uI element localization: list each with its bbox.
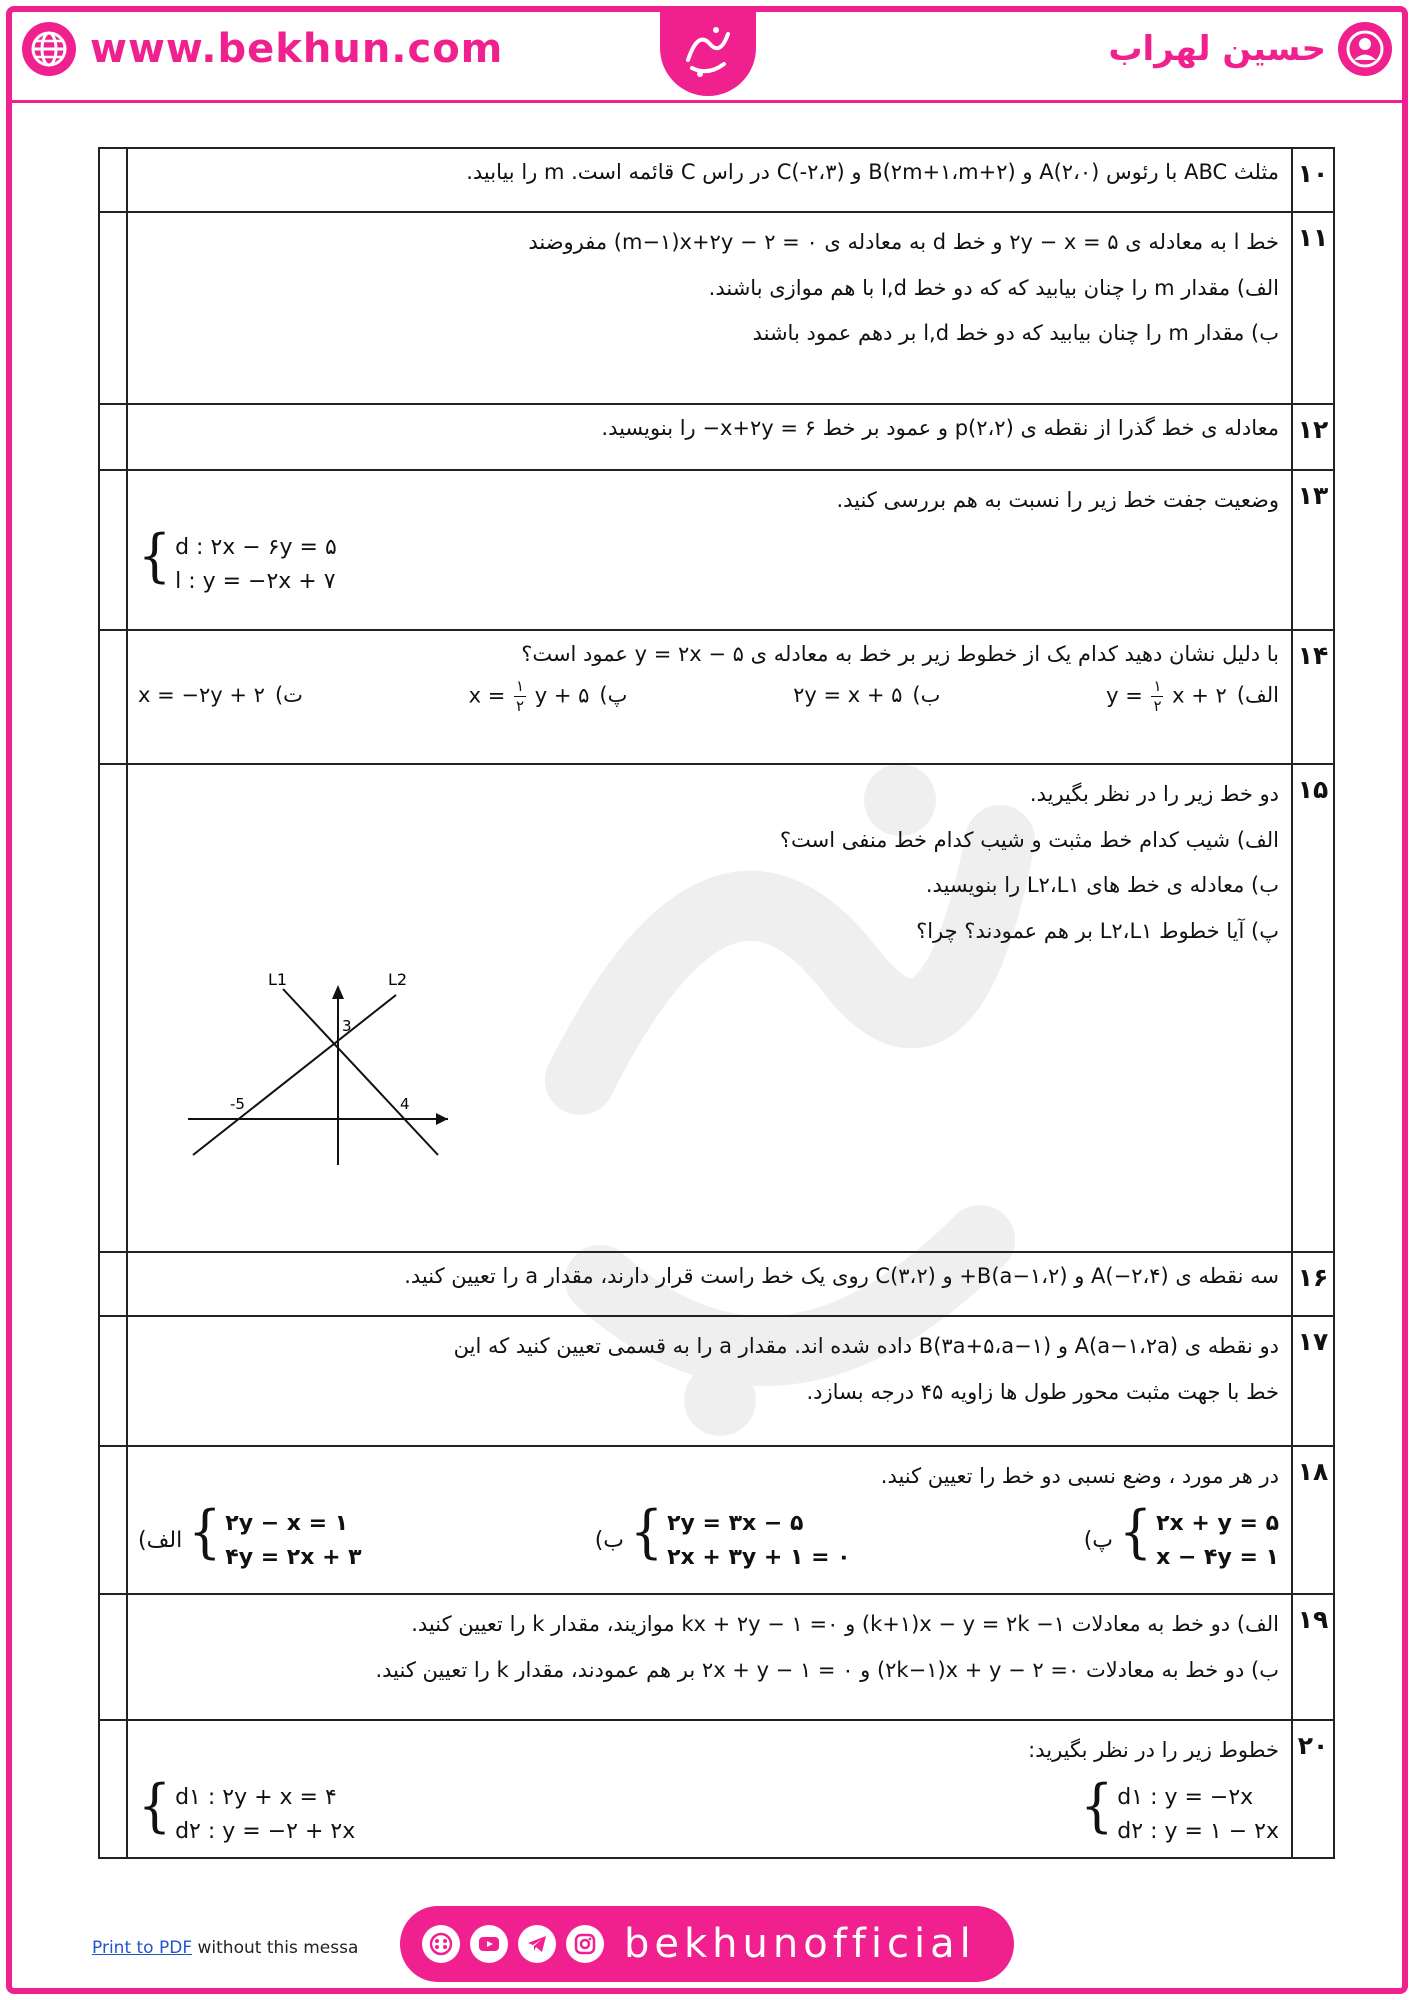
question-content — [127, 470, 1292, 630]
question-number: ۱۰ — [1292, 148, 1334, 212]
question-part-b: ب) مقدار m را چنان بیابید که دو خط l,d بر دهم عمود باشند — [752, 321, 1279, 345]
equation-system: { d : ۲x − ۶y = ۵ l : y = −۲x + ۷ — [138, 531, 337, 599]
question-content — [127, 1594, 1292, 1720]
question-row — [99, 1316, 1334, 1446]
line-l2 — [193, 995, 396, 1155]
instagram-icon[interactable] — [566, 1925, 604, 1963]
score-cell — [99, 764, 127, 1252]
question-text: سه نقطه ی (۲،۴−)A و (۱،۲−B(a+ و (۳،۲)C روی یک خط راست قرار دارند، مقدار a را تعیین کنید. — [404, 1264, 1279, 1288]
page-footer — [0, 1890, 1414, 1994]
equation-system-left: { d۱ : ۲y + x = ۴ d۲ : y = −۲ + ۲x — [138, 1772, 356, 1844]
question-row — [99, 212, 1334, 404]
print-notice: Print to PDF without this messa — [92, 1938, 359, 1958]
question-part-b: ب) معادله ی خط های L۲،L۱ را بنویسید. — [925, 873, 1279, 897]
question-content — [127, 1252, 1292, 1316]
question-part-a: الف) دو خط به معادلات ۱− k+۱)x − y = ۲k) و ۰= kx + ۲y − ۱ موازیند، مقدار k را تعیین کنید. — [411, 1612, 1279, 1636]
equation-system-b: (ب { ۲y = ۳x − ۵ ۲x + ۳y + ۱ = ۰ — [594, 1498, 851, 1570]
question-content — [127, 1446, 1292, 1594]
question-number: ۱۱ — [1292, 212, 1334, 404]
question-number: ۱۳ — [1292, 470, 1334, 630]
header-divider — [12, 100, 1402, 103]
score-cell — [99, 470, 127, 630]
user-icon — [1338, 22, 1392, 76]
line-l1 — [283, 989, 438, 1155]
question-row — [99, 148, 1334, 212]
questions-table — [98, 147, 1335, 1859]
equation-system-right: { d۱ : y = −۲x d۲ : y = ۱ − ۲x — [1080, 1772, 1279, 1844]
question-number: ۱۴ — [1292, 630, 1334, 764]
question-row — [99, 404, 1334, 470]
equation-system-c: (پ { ۲x + y = ۵ x − ۴y = ۱ — [1083, 1498, 1279, 1570]
label-l2: L2 — [388, 970, 408, 989]
author-block — [1108, 22, 1392, 76]
brand-logo — [660, 8, 756, 96]
telegram-icon[interactable] — [518, 1925, 556, 1963]
line-graph — [138, 969, 1279, 1179]
question-intro: خط l به معادله ی ۵ = ۲y − x و خط d به معادله ی ۰ = ۲ − m−۱)x+۲y) مفروضند — [528, 230, 1279, 254]
site-link[interactable] — [22, 22, 503, 76]
question-number: ۱۲ — [1292, 404, 1334, 470]
question-content — [127, 1720, 1292, 1858]
option-b: ب) ۲y = x + ۵ — [793, 683, 941, 708]
question-row — [99, 764, 1334, 1252]
page-header — [0, 0, 1414, 100]
question-content — [127, 630, 1292, 764]
question-text: وضعیت جفت خط زیر را نسبت به هم بررسی کنید. — [836, 488, 1279, 512]
options-row — [138, 671, 1279, 720]
label-pos-intercept: 4 — [400, 1095, 410, 1113]
question-content — [127, 404, 1292, 470]
question-part-b: ب) دو خط به معادلات ۰= ۲k−۱)x + y − ۲) و ۰ = ۲x + y − ۱ بر هم عمودند، مقدار k را تعیین کنید. — [375, 1657, 1279, 1682]
question-row — [99, 470, 1334, 630]
question-row — [99, 1446, 1334, 1594]
fraction: $\frac{۱}{۲}$ — [516, 676, 525, 715]
question-text: در هر مورد ، وضع نسبی دو خط را تعیین کنید. — [880, 1464, 1279, 1488]
question-text: خطوط زیر را در نظر بگیرید: — [1028, 1738, 1279, 1762]
score-cell — [99, 1316, 127, 1446]
question-part-a: الف) شیب کدام خط مثبت و شیب کدام خط منفی است؟ — [779, 827, 1279, 852]
question-number: ۱۷ — [1292, 1316, 1334, 1446]
question-content — [127, 212, 1292, 404]
globe-icon — [22, 22, 76, 76]
question-number: ۱۶ — [1292, 1252, 1334, 1316]
youtube-icon[interactable] — [470, 1925, 508, 1963]
option-d: ت) x = −۲y + ۲ — [138, 683, 303, 708]
score-cell — [99, 1252, 127, 1316]
aparat-icon[interactable] — [422, 1925, 460, 1963]
question-row — [99, 1594, 1334, 1720]
option-c: پ) x = $\frac{۱}{۲}$ y + ۵ — [468, 676, 628, 715]
score-cell — [99, 1720, 127, 1858]
question-part-c: پ) آیا خطوط L۲،L۱ بر هم عمودند؟ چرا؟ — [916, 918, 1279, 943]
label-y-intercept: 3 — [342, 1017, 352, 1035]
question-row — [99, 630, 1334, 764]
option-a: الف) y = $\frac{۱}{۲}$ x + ۲ — [1106, 676, 1279, 715]
social-bar — [400, 1906, 1014, 1982]
question-row — [99, 1252, 1334, 1316]
question-content — [127, 1316, 1292, 1446]
question-text: مثلث ABC با رئوس (۲،۰)A و (۲+B(۲m+۱،m و (۲،۳-)C در راس C قائمه است. m را بیابید. — [466, 160, 1279, 184]
score-cell — [99, 212, 127, 404]
label-l1: L1 — [268, 970, 288, 989]
question-number: ۱۹ — [1292, 1594, 1334, 1720]
score-cell — [99, 1594, 127, 1720]
score-cell — [99, 404, 127, 470]
question-content — [127, 148, 1292, 212]
score-cell — [99, 1446, 127, 1594]
equation-line: d : ۲x − ۶y = ۵ — [175, 534, 337, 560]
question-part-a: الف) مقدار m را چنان بیابید که که دو خط l,d با هم موازی باشند. — [708, 275, 1279, 300]
equation-system-a: (الف { ۲y − x = ۱ ۴y = ۲x + ۳ — [138, 1498, 362, 1570]
site-url[interactable]: www.bekhun.com — [90, 26, 504, 72]
question-number: ۱۸ — [1292, 1446, 1334, 1594]
question-text: با دلیل نشان دهید کدام یک از خطوط زیر بر خط به معادله ی y = ۲x − ۵ عمود است؟ — [521, 642, 1279, 666]
equation-line: l : y = −۲x + ۷ — [175, 568, 336, 594]
fraction: $\frac{۱}{۲}$ — [1153, 676, 1162, 715]
question-intro: دو خط زیر را در نظر بگیرید. — [1029, 782, 1279, 806]
question-content — [127, 764, 1292, 1252]
question-row — [99, 1720, 1334, 1858]
social-handle[interactable]: bekhunofficial — [624, 1921, 976, 1967]
question-line: دو نقطه ی (A(a−۱،۲a و (۱−B(۳a+۵،a داده شده اند. مقدار a را به قسمی تعیین کنید که این — [453, 1334, 1279, 1358]
question-line: خط با جهت مثبت محور طول ها زاویه ۴۵ درجه بسازد. — [806, 1379, 1279, 1404]
author-name: حسین لهراب — [1108, 29, 1326, 69]
score-cell — [99, 630, 127, 764]
question-number: ۱۵ — [1292, 764, 1334, 1252]
score-cell — [99, 148, 127, 212]
print-to-pdf-link[interactable]: Print to PDF — [92, 1938, 193, 1958]
label-neg-intercept: -5 — [230, 1095, 245, 1113]
question-text: معادله ی خط گذرا از نقطه ی (۲،۲)p و عمود بر خط ۶ = x+۲y− را بنویسید. — [601, 416, 1279, 440]
question-number: ۲۰ — [1292, 1720, 1334, 1858]
